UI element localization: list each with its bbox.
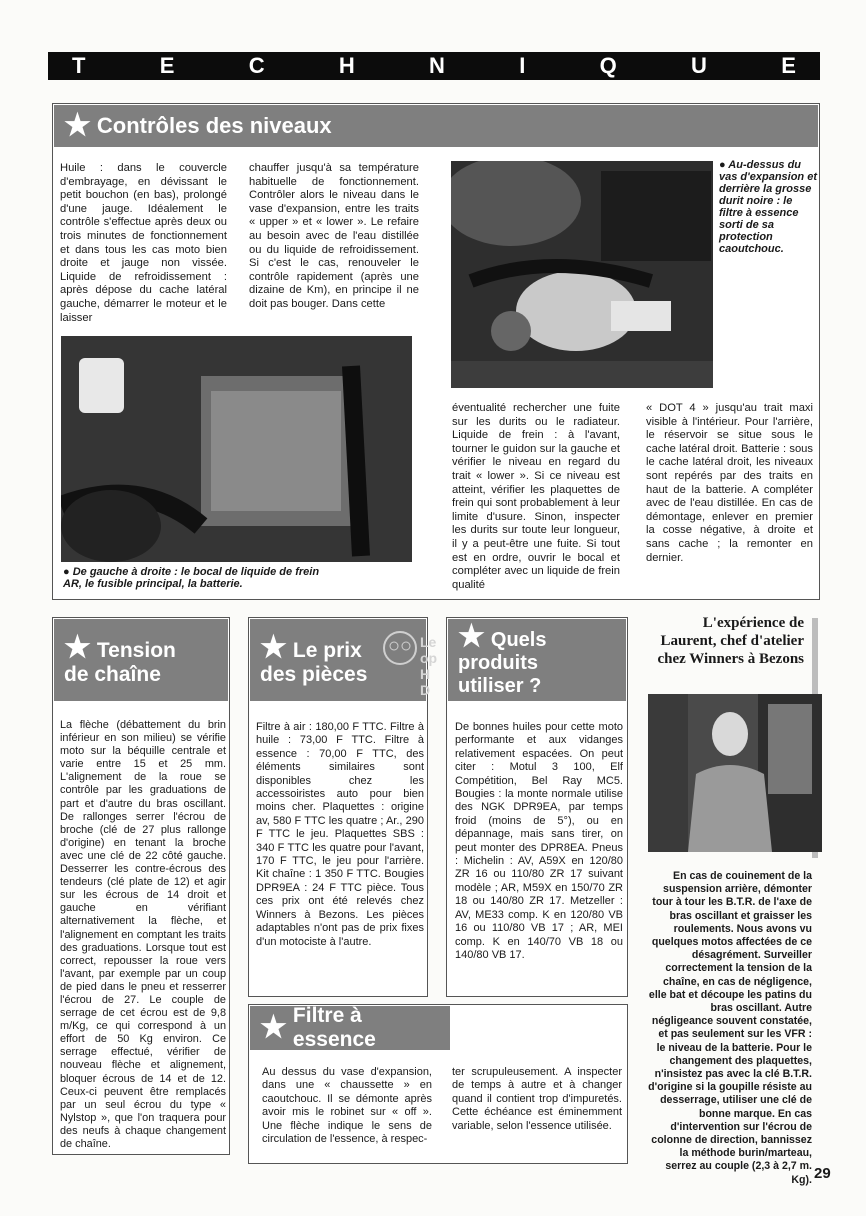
photo-caption-right	[719, 159, 817, 255]
section-tension-header	[54, 619, 228, 701]
portrait-sketch-icon	[380, 626, 420, 676]
banner-letter: I	[519, 53, 526, 78]
paragraph: chauffer jusqu'à sa température habituelle de fonctionnement. Contrôler alors le niveau dans le vase d'expansion, entre les traits « upper » et « lower ». Le refaire au besoin avec de l'eau distillée ou du liquide de refroidissement. Si c'est le cas, renouveler le contrôle rapidement (après une dizaine de Km), en principe il ne doit pas bouger. Dans cette	[249, 162, 419, 310]
banner-letter: C	[248, 53, 265, 78]
caption-text: Au-dessus du vas d'expansion et derrière la grosse durit noire : le filtre à essence sorti de sa protection caoutchouc.	[719, 159, 817, 255]
banner-letter: H	[338, 53, 355, 78]
text-column	[256, 721, 424, 949]
paragraph: De bonnes huiles pour cette moto performante et aux vidanges relativement espacées. On peut citer : Motul 3 100, Elf Compétition, Bel Ray MC5. Bougies : la monte normale utilise des NGK DPR9EA, par temps froid (moins de 5°), ou en dépannage, mais sans tirer, on peut monter des DPR8EA. Pneus : Michelin : AV, A59X en 120/80 ZR 16 ou 110/80 ZR 17 suivant modèle ; AR, M59X en 150/70 ZR 18 ou 140/80 ZR 17. Metzeller : AV, ME33 comp. K en 120/80 VB 16 ou 110/80 VB 17 ; AR, MEI comp. K en 140/70 VB 18 ou 140/80 VB 17.	[455, 721, 623, 961]
photo-battery-image	[61, 336, 412, 562]
text-column	[646, 402, 813, 565]
photo-laurent-image	[648, 694, 822, 852]
sidebox-text: En cas de couinement de la suspension arrière, démonter tour à tour les B.T.R. de l'axe de bras oscillant et graisser les roulements. Nous avons vu quelques motos affectées de ce désagrément. Surveiller correctement la tension de la chaîne, en cas de négligence, elle bat et découpe les patins du bras oscillant. Autre négligeance souvent constatée, et pas seulement sur les VFR : le niveau de la batterie. Pour le changement des plaquettes, n'insistez pas avec la clé B.T.R. d'origine si la goupille résiste au desserrage, utiliser une clé de bonne marque. En cas d'intervention sur l'écrou de colonne de direction, bannissez la méthode burin/marteau, serrez au couple (2,3 à 2,7 m. Kg).	[648, 870, 812, 1186]
section-title-line2: des pièces	[260, 663, 368, 686]
star-icon: ★	[458, 620, 485, 653]
section-title: Contrôles des niveaux	[96, 113, 332, 138]
section-filtre-header	[250, 1006, 450, 1050]
watermark-logo	[380, 626, 440, 696]
sidebox-title: L'expérience de Laurent, chef d'atelier chez Winners à Bezons	[657, 615, 804, 667]
section-title: Filtre à essence	[292, 1004, 376, 1051]
photo-expansion-vase-image	[451, 161, 713, 388]
page-number: 29	[814, 1165, 831, 1182]
section-title: Le prix	[292, 639, 362, 662]
banner-letter: Q	[599, 53, 617, 78]
section-title-line2: de chaîne	[64, 663, 161, 686]
banner-letter: U	[691, 53, 707, 78]
photo-battery	[61, 336, 412, 562]
banner-letter: N	[429, 53, 445, 78]
banner-letter: E	[159, 53, 175, 78]
banner-letter: E	[781, 53, 796, 78]
text-column	[452, 402, 620, 592]
text-column	[262, 1066, 432, 1146]
paragraph: « DOT 4 » jusqu'au trait maxi visible à l'intérieur. Pour l'arrière, le réservoir se situe sous le cache latéral droit. Batterie : sous le cache latéral droit, les niveaux sont repérés par des traits en haut de la batterie. A compléter avec de l'eau distillée. En cas de démontage, enlever en premier la cosse négative, à droite et sans cache ; la remonter en dernier.	[646, 402, 813, 564]
photo-caption-left	[63, 566, 323, 590]
star-icon: ★	[260, 631, 287, 664]
text-column	[60, 719, 226, 1151]
paragraph: éventualité rechercher une fuite sur les durits ou le radiateur. Liquide de frein : à l'avant, tourner le guidon sur la gauche et vérifier le niveau en regard du trait « lower ». Si ce niveau est atteint, vérifier les plaquettes de frein qui sont probablement à leur limite d'usure. Sinon, inspecter les durits sur toute leur longueur, il y a peut-être une fuite. Si tout est en ordre, ouvrir le bocal et compléter avec un liquide de frein qualité	[452, 402, 620, 591]
text-column	[455, 721, 623, 962]
paragraph: Au dessus du vase d'expansion, dans une « chaussette » en caoutchouc. Il se démonte après avoir mis le robinet sur « off ». Une flèche indique le sens de circulation de l'essence, à respec-	[262, 1066, 432, 1146]
paragraph: Huile : dans le couvercle d'embrayage, en dévissant le petit bouchon (en bas), prolongé d'une jauge. Idéalement le contrôle s'effectue après deux ou trois minutes de fonctionnement et dans tous les cas moto bien droite et jauge non vissée. Liquide de refroidissement : après dépose du cache latéral gauche, démarrer le moteur et le laisser	[60, 162, 227, 324]
bullet-icon: ●	[719, 159, 729, 171]
paragraph: ter scrupuleusement. A inspecter de temps à autre et à changer quand il contient trop d'impuretés. Cette échéance est éminemment variable, selon l'essence utilisée.	[452, 1066, 622, 1132]
paragraph: La flèche (débattement du brin inférieur en son milieu) se vérifie moto sur la béquille centrale et varie entre 15 et 25 mm. L'alignement de la roue se contrôle par les graduations de part et d'autre du bras oscillant. De rallonges serrer l'écrou de broche (clé de 27 plus rallonge d'origine) en tenant la broche avec une clé de 22 côté gauche. Desserrer les contre-écrous des tendeurs (clé plate de 12) et agir sur les écrous de 14 droit et gauche en vérifiant alternativement la flèche, et l'alignement en comptant les traits des graduations. Lorsque tout est correct, repousser la roue vers l'avant, par exemple par un coup de pied dans le pneu et resserrer l'écrou de 27. Le couple de serrage de cet écrou est de 9,8 m/Kg, ce qui correspond à un effort de 50 Kg environ. Ce serrage effectué, vérifier de nouveau flèche et alignement, bloquer écrous de 14 et de 12. Ceux-ci peuvent être remplacés par un seul écrou du type « Nylstop », que l'on traquera pour des neufs à chaque changement de chaîne.	[60, 719, 226, 1150]
photo-expansion-vase	[451, 161, 713, 388]
bullet-icon: ●	[63, 566, 73, 578]
section-title-line2: utiliser ?	[458, 675, 542, 697]
paragraph: Filtre à air : 180,00 F TTC. Filtre à huile : 73,00 F TTC. Filtre à essence : 70,00 F TTC, des éléments similaires sont disponibles chez les accessoiristes auto pour bien moins cher. Plaquettes : origine av, 580 F TTC les quatre ; Ar., 290 F TTC le jeu. Plaquettes SBS : 340 F TTC les quatre pour l'avant, 170 F TTC, le jeu pour l'arrière. Kit chaîne : 1 350 F TTC. Bougies DPR9EA : 24 F TTC pièce. Tous ces prix ont été relevés chez Winners à Bezons. Les pièces adaptables n'ont pas de prix fixes d'un motociste à l'autre.	[256, 721, 424, 948]
technique-banner	[48, 52, 820, 80]
section-title: Tension	[96, 639, 176, 662]
section-title: Quels produits	[458, 629, 547, 674]
text-column	[452, 1066, 622, 1133]
text-column	[60, 162, 227, 325]
watermark-text: LeopHD	[420, 634, 438, 698]
photo-laurent	[648, 694, 822, 852]
star-icon: ★	[260, 1011, 287, 1044]
banner-letter: T	[72, 53, 86, 78]
caption-text: De gauche à droite : le bocal de liquide de frein AR, le fusible principal, la batterie.	[63, 566, 320, 590]
text-column	[249, 162, 419, 312]
star-icon: ★	[64, 109, 91, 142]
star-icon: ★	[64, 631, 91, 664]
section-controles-header	[54, 105, 818, 147]
section-produits-header	[448, 619, 626, 701]
